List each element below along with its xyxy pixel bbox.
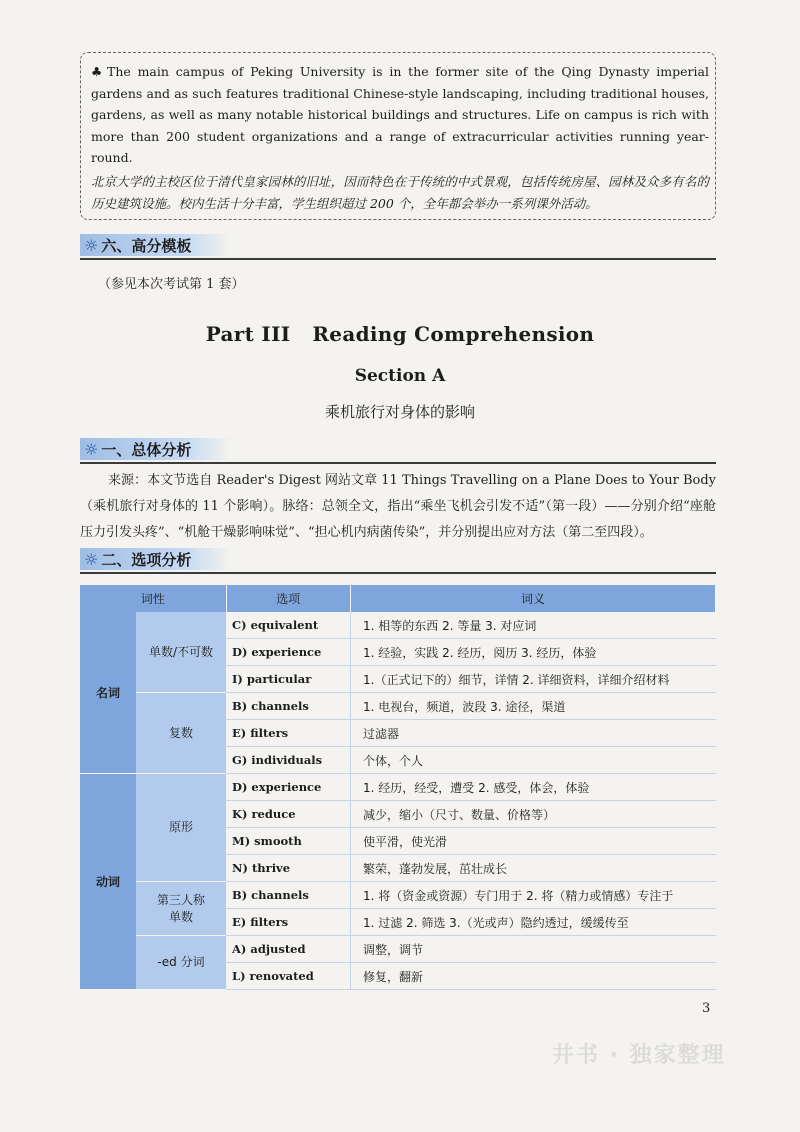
table-row <box>80 774 716 801</box>
section-title-template: 六、高分模板 <box>101 236 192 255</box>
option-cell: L) renovated <box>226 963 351 990</box>
meaning-cell: 减少，缩小（尺寸、数量、价格等） <box>351 801 716 828</box>
section-header-options <box>80 546 716 574</box>
option-cell: C) equivalent <box>226 612 351 639</box>
group-third-line2: 单数 <box>168 909 193 924</box>
section-header-overall <box>80 436 716 464</box>
group-ed-participle: -ed 分词 <box>136 936 226 990</box>
option-cell: A) adjusted <box>226 936 351 963</box>
overall-analysis-text: 来源：本文节选自 Reader's Digest 网站文章 11 Things Travelling on a Plane Does to Your Body（乘机旅行对身体的 11 个影响）。脉络：总领全文，指出“乘坐飞机会引发不适”（第一段）——分别介绍“座舱压力引发头疼”、“机舱干燥影响味觉”、“担心机内病菌传染”，并分别提出应对方法（第二至四段）。 <box>80 473 716 540</box>
option-cell: B) channels <box>226 882 351 909</box>
section-header-template <box>80 232 716 260</box>
note-english <box>91 61 709 169</box>
part-title: Reading Comprehension <box>312 322 595 346</box>
pos-noun: 名词 <box>80 612 136 774</box>
table-row <box>80 612 716 639</box>
page-number: 3 <box>702 1001 711 1016</box>
lightbulb-icon: ☼ <box>84 439 99 459</box>
table-row <box>80 693 716 720</box>
meaning-cell: 调整，调节 <box>351 936 716 963</box>
meaning-cell: 使平滑，使光滑 <box>351 828 716 855</box>
header-option: 选项 <box>226 585 351 612</box>
group-third-person <box>136 882 226 936</box>
group-plural: 复数 <box>136 693 226 774</box>
lightbulb-icon: ☼ <box>84 235 99 255</box>
option-cell: E) filters <box>226 909 351 936</box>
note-chinese: 北京大学的主校区位于清代皇家园林的旧址，因而特色在于传统的中式景观，包括传统房屋、园林及众多有名的历史建筑设施。校内生活十分丰富，学生组织超过 200 个，全年都会举办一系列课外活动。 <box>91 173 709 211</box>
table-row <box>80 936 716 963</box>
meaning-cell: 个体，个人 <box>351 747 716 774</box>
group-base: 原形 <box>136 774 226 882</box>
option-cell: N) thrive <box>226 855 351 882</box>
section-badge <box>80 548 231 570</box>
meaning-cell: 繁荣，蓬勃发展，茁壮成长 <box>351 855 716 882</box>
vocabulary-table <box>80 585 716 990</box>
club-icon: ♣ <box>91 64 106 79</box>
meaning-cell: 1. 电视台，频道，波段 3. 途径，渠道 <box>351 693 716 720</box>
meaning-cell: 1. 经验，实践 2. 经历，阅历 3. 经历，体验 <box>351 639 716 666</box>
meaning-cell: 1.（正式记下的）细节，详情 2. 详细资料，详细介绍材料 <box>351 666 716 693</box>
section-title-overall: 一、总体分析 <box>101 440 192 459</box>
option-cell: E) filters <box>226 720 351 747</box>
part-label: Part III <box>205 322 291 346</box>
section-label: Section A <box>354 366 446 386</box>
option-cell: M) smooth <box>226 828 351 855</box>
meaning-cell: 1. 过滤 2. 筛选 3.（光或声）隐约透过，缓缓传至 <box>351 909 716 936</box>
group-third-line1: 第三人称 <box>156 892 205 907</box>
section-badge <box>80 234 231 256</box>
table-row <box>80 882 716 909</box>
table-header-row <box>80 585 716 612</box>
option-cell: B) channels <box>226 693 351 720</box>
campus-note-box <box>80 52 716 220</box>
option-cell: D) experience <box>226 639 351 666</box>
option-cell: G) individuals <box>226 747 351 774</box>
meaning-cell: 1. 经历，经受，遭受 2. 感受，体会，体验 <box>351 774 716 801</box>
option-cell: D) experience <box>226 774 351 801</box>
pos-verb: 动词 <box>80 774 136 990</box>
option-cell: K) reduce <box>226 801 351 828</box>
note-english-text: The main campus of Peking University is in the former site of the Qing Dynasty imperial gardens and as such features traditional Chinese-style landscaping, including traditional houses, gardens, as well as many notable historical buildings and structures. Life on campus is rich with more than 200 student organizations and a range of extracurricular activities running year-round. <box>91 64 709 165</box>
group-uncountable: 单数/不可数 <box>136 612 226 693</box>
meaning-cell: 1. 相等的东西 2. 等量 3. 对应词 <box>351 612 716 639</box>
lightbulb-icon: ☼ <box>84 549 99 569</box>
article-title: 乘机旅行对身体的影响 <box>324 403 475 421</box>
header-meaning: 词义 <box>351 585 716 612</box>
section-title-options: 二、选项分析 <box>101 550 192 569</box>
reference-note: （参见本次考试第 1 套） <box>98 277 245 292</box>
option-cell: I) particular <box>226 666 351 693</box>
meaning-cell: 1. 将（资金或资源）专门用于 2. 将（精力或情感）专注于 <box>351 882 716 909</box>
section-badge <box>80 438 231 460</box>
footer-watermark: 井书 · 独家整理 <box>552 1043 726 1068</box>
part-heading <box>0 322 800 346</box>
meaning-cell: 修复，翻新 <box>351 963 716 990</box>
header-pos: 词性 <box>80 585 226 612</box>
meaning-cell: 过滤器 <box>351 720 716 747</box>
